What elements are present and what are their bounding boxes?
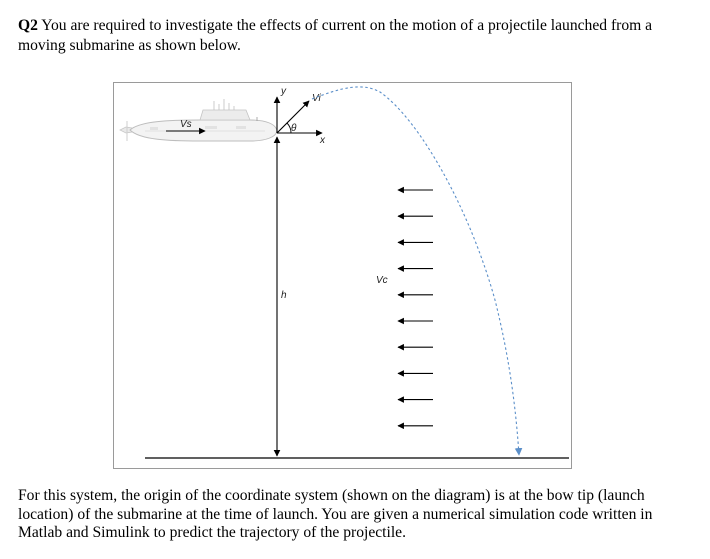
launch-velocity-label: Vi bbox=[312, 93, 321, 104]
current-label: Vc bbox=[376, 275, 388, 286]
sub-velocity-label: Vs bbox=[180, 119, 192, 130]
question-number: Q2 bbox=[18, 17, 38, 34]
y-axis-label: y bbox=[281, 86, 286, 97]
caption-text: For this system, the origin of the coordinate system (shown on the diagram) is at the bow tip (launch location) of the submarine at the time of launch. You are given a numerical simulation code written in Matlab and Simulink to predict the trajectory of the projectile. bbox=[18, 487, 653, 541]
question-body: You are required to investigate the effects of current on the motion of a projectile launched from a moving submarine as shown below. bbox=[18, 17, 653, 54]
depth-label: h bbox=[281, 290, 287, 301]
x-axis-label: x bbox=[320, 135, 325, 146]
launch-angle-label: θ bbox=[291, 123, 297, 134]
